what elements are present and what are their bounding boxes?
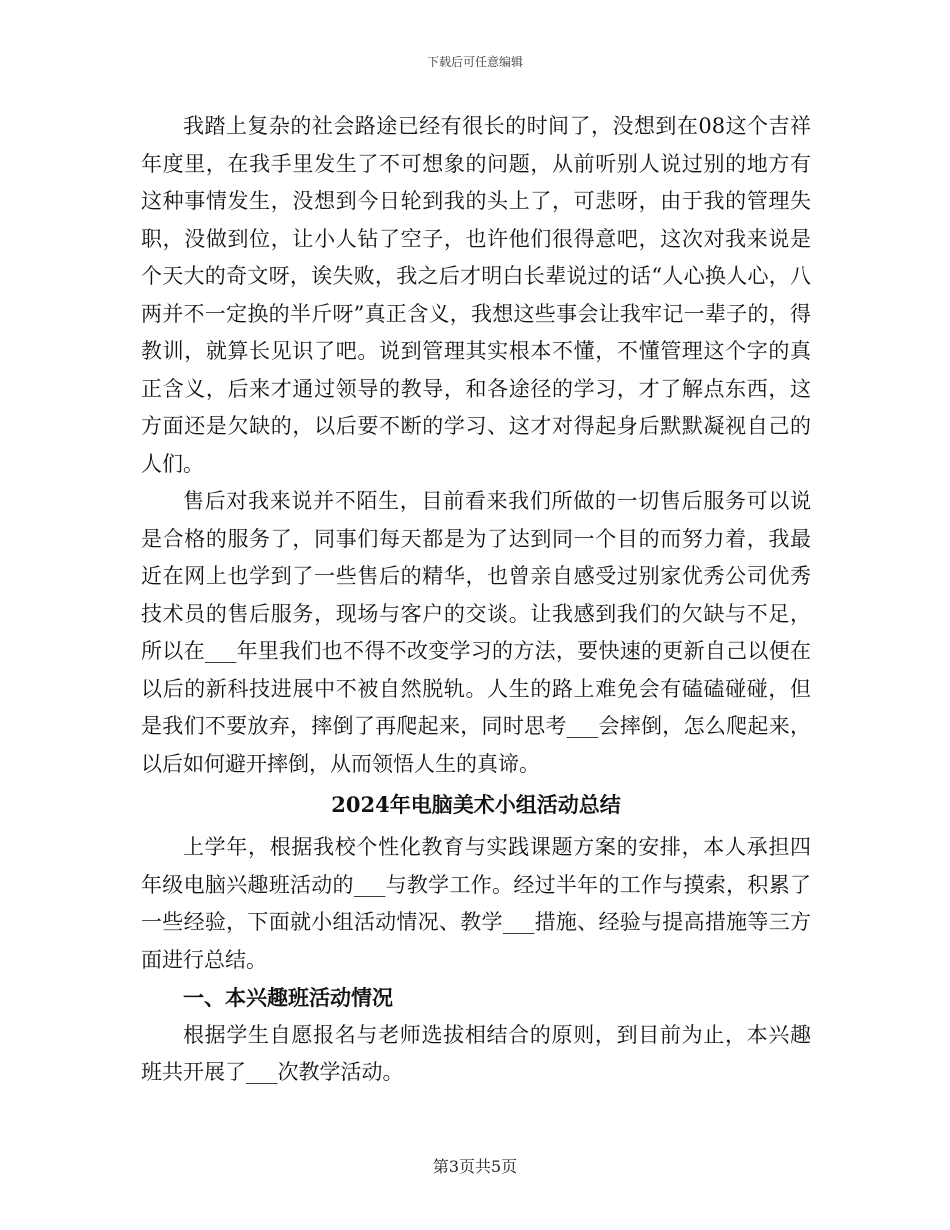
- paragraph-1: 我踏上复杂的社会路途已经有很长的时间了，没想到在08这个吉祥年度里，在我手里发生了不可想象的问题，从前听别人说过别的地方有这种事情发生，没想到今日轮到我的头上了，可悲呀，由于我的管理失职，没做到位，让小人钻了空子，也许他们很得意吧，这次对我来说是个天大的奇文呀，诶失败，我之后才明白长辈说过的话“人心换人心，八两并不一定换的半斤呀”真正含义，我想这些事会让我牢记一辈子的，得教训，就算长见识了吧。说到管理其实根本不懂，不懂管理这个字的真正含义，后来才通过领导的教导，和各途径的学习，才了解点东西，这方面还是欠缺的，以后要不断的学习、这才对得起身后默默凝视自己的人们。: [141, 114, 811, 476]
- section-title: 2024年电脑美术小组活动总结: [331, 792, 621, 817]
- section-body: 根据学生自愿报名与老师选拔相结合的原则，到目前为止，本兴趣班共开展了___次教学活动。: [141, 1022, 811, 1084]
- section-intro: 上学年，根据我校个性化教育与实践课题方案的安排，本人承担四年级电脑兴趣班活动的___与教学工作。经过半年的工作与摸索，积累了一些经验，下面就小组活动情况、教学___措施、经验与提高措施等三方面进行总结。: [141, 835, 811, 972]
- paragraph-2: 售后对我来说并不陌生，目前看来我们所做的一切售后服务可以说是合格的服务了，同事们每天都是为了达到同一个目的而努力着，我最近在网上也学到了一些售后的精华，也曾亲自感受过别家优秀公司优秀技术员的售后服务，现场与客户的交谈。让我感到我们的欠缺与不足，所以在___年里我们也不得不改变学习的方法，要快速的更新自己以便在以后的新科技进展中不被自然脱轨。人生的路上难免会有磕磕碰碰，但是我们不要放弃，摔倒了再爬起来，同时思考___会摔倒，怎么爬起来，以后如何避开摔倒，从而领悟人生的真谛。: [141, 489, 811, 776]
- section-subheading: 一、本兴趣班活动情况: [183, 985, 393, 1010]
- page-footer: 第3页共5页: [432, 1157, 518, 1176]
- document-body: [141, 108, 811, 1092]
- page-header: 下载后可任意编辑: [426, 55, 523, 69]
